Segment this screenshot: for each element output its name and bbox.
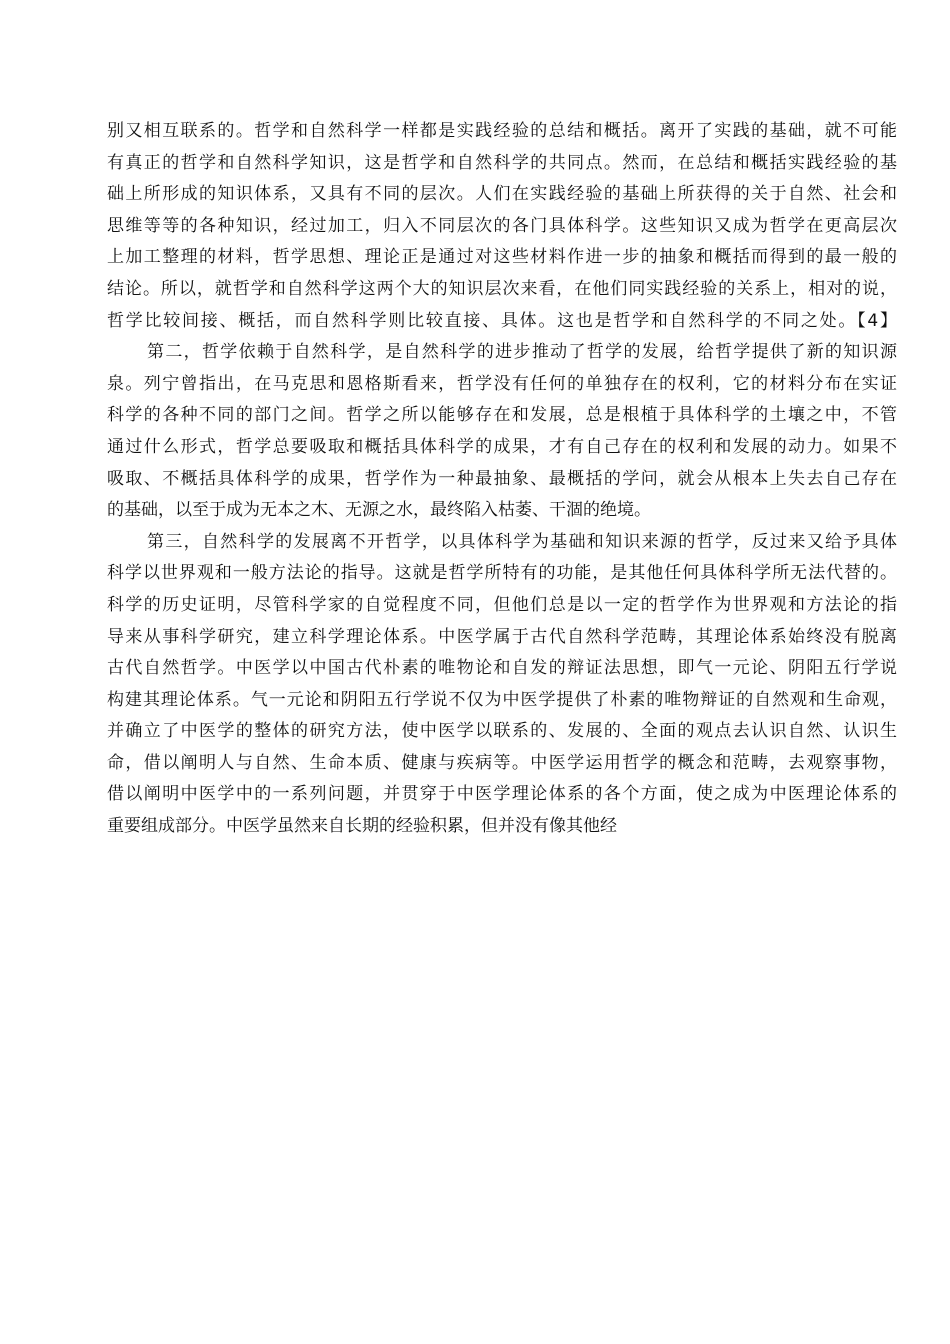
text-line-content: 第三，自然科学的发展离不开哲学，以具体科学为基础和知识来源的哲学，反过来又给予具体 (147, 531, 897, 552)
text-line (107, 242, 897, 274)
text-line (107, 148, 897, 180)
text-line (107, 653, 897, 685)
text-line-content: 并确立了中医学的整体的研究方法，使中医学以联系的、发展的、全面的观点去认识自然、认识生 (107, 721, 897, 742)
text-line-content: 结论。所以，就哲学和自然科学这两个大的知识层次来看，在他们同实践经验的关系上，相对的说， (107, 278, 897, 299)
text-line (107, 337, 897, 369)
text-line (107, 716, 897, 748)
text-line (107, 369, 897, 401)
text-line-content: 础上所形成的知识体系，又具有不同的层次。人们在实践经验的基础上所获得的关于自然、社会和 (107, 184, 897, 205)
text-line-content: 吸取、不概括具体科学的成果，哲学作为一种最抽象、最概括的学问，就会从根本上失去自己存在 (107, 468, 897, 489)
paragraph-2 (107, 337, 897, 527)
text-line-content: 上加工整理的材料，哲学思想、理论正是通过对这些材料作进一步的抽象和概括而得到的最一般的 (107, 247, 897, 268)
text-line (107, 400, 897, 432)
text-line (107, 622, 897, 654)
text-line (107, 685, 897, 717)
text-line-content: 思维等等的各种知识，经过加工，归入不同层次的各门具体科学。这些知识又成为哲学在更高层次 (107, 215, 897, 236)
text-line (107, 274, 897, 306)
text-line (107, 306, 897, 338)
text-line (107, 495, 897, 527)
text-line-content: 科学的历史证明，尽管科学家的自觉程度不同，但他们总是以一定的哲学作为世界观和方法论的指 (107, 594, 897, 615)
text-line-content: 导来从事科学研究，建立科学理论体系。中医学属于古代自然科学范畴，其理论体系始终没有脱离 (107, 626, 897, 647)
text-line (107, 748, 897, 780)
text-line (107, 779, 897, 811)
text-line-content: 第二，哲学依赖于自然科学，是自然科学的进步推动了哲学的发展，给哲学提供了新的知识源 (147, 342, 897, 363)
text-line-content: 科学的各种不同的部门之间。哲学之所以能够存在和发展，总是根植于具体科学的土壤之中，不管 (107, 405, 897, 426)
text-line (107, 464, 897, 496)
text-line (107, 179, 897, 211)
text-line-content: 哲学比较间接、概括，而自然科学则比较直接、具体。这也是哲学和自然科学的不同之处。【4】 (107, 310, 897, 331)
text-line-content: 重要组成部分。中医学虽然来自长期的经验积累，但并没有像其他经 (107, 816, 617, 837)
text-line-content: 科学以世界观和一般方法论的指导。这就是哲学所特有的功能，是其他任何具体科学所无法代替的。 (107, 563, 897, 584)
text-line (107, 590, 897, 622)
text-line-content: 有真正的哲学和自然科学知识，这是哲学和自然科学的共同点。然而，在总结和概括实践经验的基 (107, 152, 897, 173)
document-body (107, 116, 897, 843)
text-line-content: 别又相互联系的。哲学和自然科学一样都是实践经验的总结和概括。离开了实践的基础，就不可能 (107, 121, 897, 141)
text-line (107, 527, 897, 559)
text-line (107, 211, 897, 243)
text-line-content: 通过什么形式，哲学总要吸取和概括具体科学的成果，才有自己存在的权利和发展的动力。如果不 (107, 436, 897, 457)
text-line-content: 命，借以阐明人与自然、生命本质、健康与疾病等。中医学运用哲学的概念和范畴，去观察事物， (107, 752, 897, 773)
text-line-content: 泉。列宁曾指出，在马克思和恩格斯看来，哲学没有任何的单独存在的权利，它的材料分布在实证 (107, 373, 897, 394)
text-line-content: 的基础，以至于成为无本之木、无源之水，最终陷入枯萎、干涸的绝境。 (107, 500, 651, 521)
text-line-content: 古代自然哲学。中医学以中国古代朴素的唯物论和自发的辩证法思想，即气一元论、阴阳五行学说 (107, 658, 897, 679)
text-line (107, 432, 897, 464)
text-line-content: 借以阐明中医学中的一系列问题，并贯穿于中医学理论体系的各个方面，使之成为中医理论体系的 (107, 784, 897, 805)
paragraph-1 (107, 116, 897, 337)
text-line (107, 116, 897, 148)
text-line-content: 构建其理论体系。气一元论和阴阳五行学说不仅为中医学提供了朴素的唯物辩证的自然观和生命观， (107, 689, 897, 710)
paragraph-3 (107, 527, 897, 843)
text-line (107, 558, 897, 590)
text-line (107, 811, 897, 843)
